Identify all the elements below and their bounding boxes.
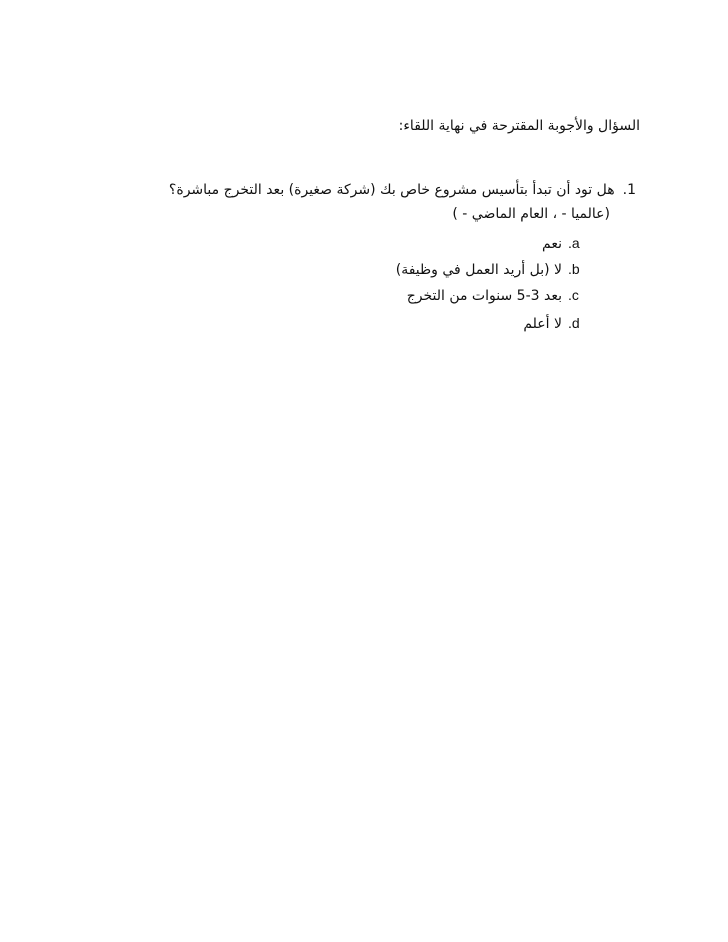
- option-b: [396, 261, 588, 278]
- option-a: [542, 235, 588, 252]
- question-1-line-1: [169, 182, 636, 198]
- option-letter: c.: [568, 287, 579, 303]
- option-d: [523, 315, 588, 332]
- question-text: هل تود أن تبدأ بتأسيس مشروع خاص بك (شركة صغيرة) بعد التخرج مباشرة؟: [168, 182, 615, 198]
- option-text: بعد 3-5 سنوات من التخرج: [406, 288, 562, 304]
- option-letter: a.: [568, 235, 580, 251]
- question-number: 1.: [622, 182, 636, 198]
- option-text: نعم: [542, 236, 562, 252]
- option-letter: b.: [568, 261, 580, 277]
- section-heading: السؤال والأجوبة المقترحة في نهاية اللقاء:: [398, 118, 640, 134]
- option-c: [407, 287, 588, 304]
- option-letter: d.: [568, 315, 580, 331]
- option-text: لا أعلم: [523, 316, 562, 332]
- option-text: لا (بل أريد العمل في وظيفة): [395, 262, 562, 278]
- question-1-line-2: (عالميا - ، العام الماضي - ): [452, 206, 610, 222]
